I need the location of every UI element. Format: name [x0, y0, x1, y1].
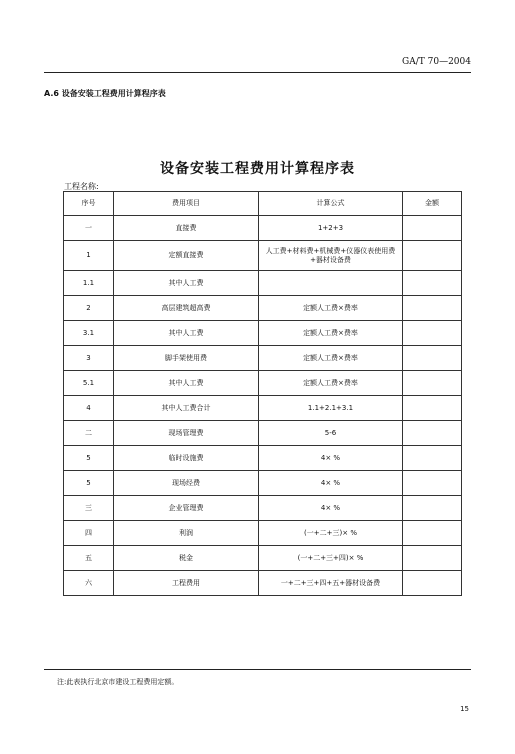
- header-rule: [44, 72, 471, 73]
- formula: 定额人工费×费率: [259, 321, 403, 346]
- table-row: [64, 271, 462, 296]
- row-number: 5: [64, 471, 114, 496]
- row-number: 四: [64, 521, 114, 546]
- amount: [403, 346, 462, 371]
- table-row: [64, 396, 462, 421]
- amount: [403, 371, 462, 396]
- cost-item: 利润: [114, 521, 259, 546]
- cost-item: 其中人工费: [114, 371, 259, 396]
- table-row: [64, 446, 462, 471]
- cost-item: 其中人工费合计: [114, 396, 259, 421]
- row-number: 3: [64, 346, 114, 371]
- formula: (一+二+三+四)× %: [259, 546, 403, 571]
- page-number: 15: [460, 705, 469, 713]
- formula: 定额人工费×费率: [259, 296, 403, 321]
- table-row: [64, 346, 462, 371]
- cost-item: 现场管理费: [114, 421, 259, 446]
- row-number: 2: [64, 296, 114, 321]
- row-number: 五: [64, 546, 114, 571]
- amount: [403, 216, 462, 241]
- formula: 定额人工费×费率: [259, 371, 403, 396]
- row-number: 三: [64, 496, 114, 521]
- formula: [259, 271, 403, 296]
- table-row: [64, 296, 462, 321]
- table-row: [64, 571, 462, 596]
- formula: (一+二+三)× %: [259, 521, 403, 546]
- standard-number: GA/T 70—2004: [402, 57, 471, 67]
- table-row: [64, 521, 462, 546]
- row-number: 二: [64, 421, 114, 446]
- footer-rule: [44, 669, 471, 670]
- row-number: 1.1: [64, 271, 114, 296]
- table-row: [64, 241, 462, 271]
- cost-item: 脚手架使用费: [114, 346, 259, 371]
- formula: 4× %: [259, 471, 403, 496]
- table-row: [64, 421, 462, 446]
- footnote: 注:此表执行北京市建设工程费用定额。: [57, 678, 179, 686]
- formula: 人工费+材料费+机械费+仪器仪表使用费+器材设备费: [259, 241, 403, 271]
- cost-item: 其中人工费: [114, 271, 259, 296]
- formula: 1+2+3: [259, 216, 403, 241]
- formula: 一+二+三+四+五+器材设备费: [259, 571, 403, 596]
- table-title: 设备安装工程费用计算程序表: [160, 161, 355, 177]
- amount: [403, 546, 462, 571]
- cost-item: 定额直接费: [114, 241, 259, 271]
- row-number: 4: [64, 396, 114, 421]
- section-heading: A.6 设备安装工程费用计算程序表: [44, 89, 166, 98]
- table-row: [64, 321, 462, 346]
- cost-item: 工程费用: [114, 571, 259, 596]
- table-row: [64, 471, 462, 496]
- amount: [403, 396, 462, 421]
- amount: [403, 521, 462, 546]
- cost-item: 临时设施费: [114, 446, 259, 471]
- row-number: 六: [64, 571, 114, 596]
- formula: 4× %: [259, 496, 403, 521]
- amount: [403, 421, 462, 446]
- table-row: [64, 546, 462, 571]
- cost-item: 其中人工费: [114, 321, 259, 346]
- amount: [403, 321, 462, 346]
- table-row: [64, 216, 462, 241]
- project-name-label: 工程名称:: [64, 182, 99, 191]
- amount: [403, 571, 462, 596]
- header-cell: 序号: [64, 192, 114, 216]
- cost-item: 高层建筑超高费: [114, 296, 259, 321]
- cost-table: [63, 191, 462, 596]
- row-number: 5: [64, 446, 114, 471]
- row-number: 1: [64, 241, 114, 271]
- amount: [403, 241, 462, 271]
- table-header-row: [64, 192, 462, 216]
- amount: [403, 446, 462, 471]
- row-number: 一: [64, 216, 114, 241]
- header-cell: 计算公式: [259, 192, 403, 216]
- cost-item: 直接费: [114, 216, 259, 241]
- cost-item: 现场经费: [114, 471, 259, 496]
- amount: [403, 271, 462, 296]
- table-row: [64, 496, 462, 521]
- row-number: 3.1: [64, 321, 114, 346]
- header-cell: 费用项目: [114, 192, 259, 216]
- formula: 5-6: [259, 421, 403, 446]
- amount: [403, 496, 462, 521]
- row-number: 5.1: [64, 371, 114, 396]
- amount: [403, 296, 462, 321]
- formula: 1.1+2.1+3.1: [259, 396, 403, 421]
- table-row: [64, 371, 462, 396]
- amount: [403, 471, 462, 496]
- cost-item: 税金: [114, 546, 259, 571]
- header-cell: 金额: [403, 192, 462, 216]
- formula: 4× %: [259, 446, 403, 471]
- formula: 定额人工费×费率: [259, 346, 403, 371]
- cost-item: 企业管理费: [114, 496, 259, 521]
